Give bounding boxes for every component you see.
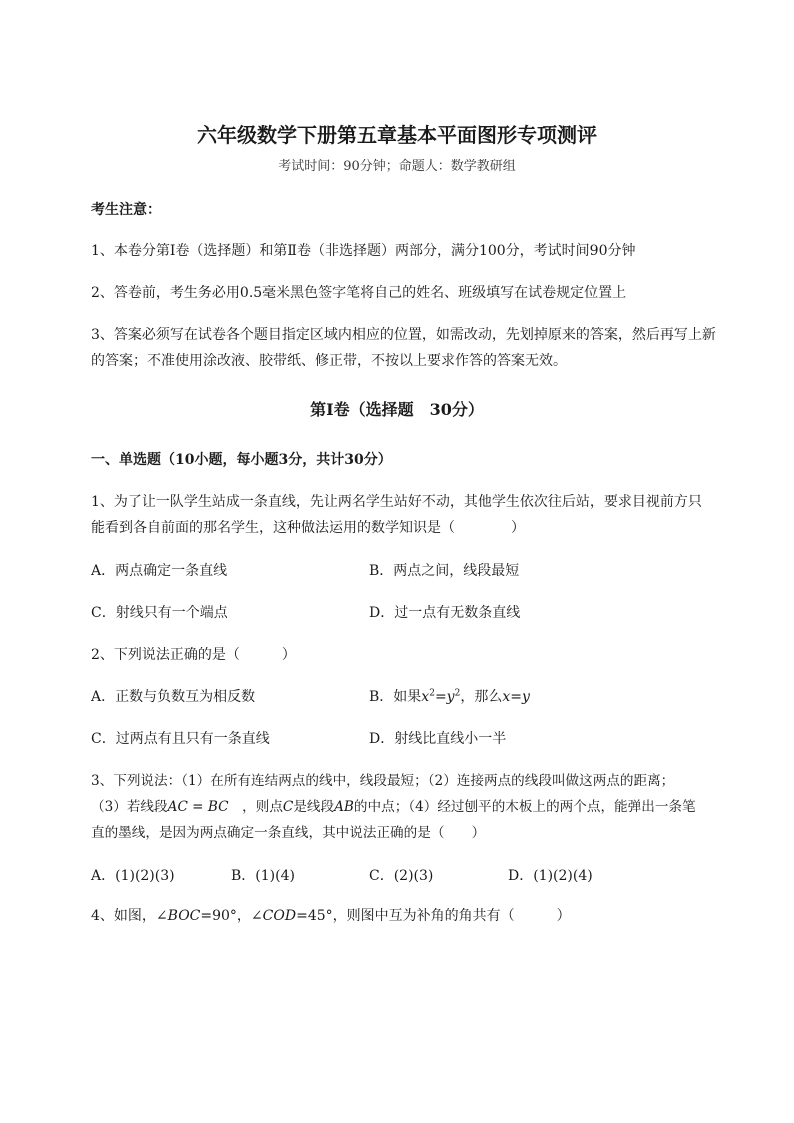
question-stem: 1、为了让一队学生站成一条直线，先让两名学生站好不动，其他学生依次往后站，要求目视前方只	[91, 494, 702, 510]
math-cod: COD	[262, 908, 297, 924]
math-ab: AB	[334, 799, 354, 815]
option-a: A．(1)(2)(3)	[91, 868, 175, 884]
page-subtitle: 考试时间：90分钟；命题人：数学教研组	[278, 159, 516, 174]
math-exponent: 2	[429, 688, 435, 699]
question-stem: 2、下列说法正确的是（ ）	[91, 647, 296, 663]
page-title: 六年级数学下册第五章基本平面图形专项测评	[197, 123, 597, 147]
option-b-mid: ，那么	[460, 689, 503, 705]
question-stem: 直的墨线，是因为两点确定一条直线，其中说法正确的是（ ）	[91, 825, 486, 841]
notice-item: 2、答卷前，考生务必用0.5毫米黑色签字笔将自己的姓名、班级填写在试卷规定位置上	[91, 285, 627, 301]
math-exponent: 2	[454, 688, 461, 699]
math-ac: AC	[167, 799, 188, 815]
option-b: B．两点之间，线段最短	[369, 563, 520, 579]
math-x: x	[502, 689, 511, 705]
notice-heading: 考生注意：	[91, 202, 161, 218]
question-stem	[91, 797, 696, 817]
option-a: A．正数与负数互为相反数	[91, 689, 256, 705]
option-d: D．(1)(2)(4)	[508, 868, 593, 884]
math-y: y	[521, 689, 530, 705]
option-c: C．过两点有且只有一条直线	[91, 731, 270, 747]
math-equals: =	[434, 689, 447, 705]
math-boc: BOC	[167, 908, 201, 924]
option-b: B．(1)(4)	[231, 868, 295, 884]
math-equals: =	[187, 799, 208, 815]
question-stem: 能看到各自前面的那名学生，这种做法运用的数学知识是（ ）	[91, 520, 525, 536]
math-equals: =	[510, 689, 522, 705]
stem-text: 是线段	[293, 799, 335, 815]
math-bc: BC	[207, 799, 229, 815]
stem-text: 4、如图，∠	[91, 908, 168, 924]
math-x: x	[421, 689, 430, 705]
stem-text: 的中点；（4）经过刨平的木板上的两个点，能弹出一条笔	[353, 799, 696, 815]
notice-item: 3、答案必须写在试卷各个题目指定区域内相应的位置，如需改动，先划掉原来的答案，然后再写上新	[91, 327, 716, 343]
option-d: D．过一点有无数条直线	[369, 605, 521, 621]
option-b	[369, 687, 530, 707]
question-stem	[91, 906, 571, 926]
section-title: 第I卷（选择题 30分）	[310, 400, 484, 419]
math-c: C	[282, 799, 294, 815]
stem-text: （3）若线段	[91, 799, 168, 815]
notice-item: 1、本卷分第I卷（选择题）和第Ⅱ卷（非选择题）两部分，满分100分，考试时间90分钟	[91, 243, 636, 259]
math-y: y	[446, 689, 455, 705]
stem-text: ，则点	[228, 799, 283, 815]
question-stem: 3、下列说法：（1）在所有连结两点的线中，线段最短；（2）连接两点的线段叫做这两点的距离；	[91, 773, 675, 789]
notice-item: 的答案；不准使用涂改液、胶带纸、修正带，不按以上要求作答的答案无效。	[91, 353, 567, 369]
option-c: C．射线只有一个端点	[91, 605, 228, 621]
option-d: D．射线比直线小一半	[369, 731, 507, 747]
stem-text: =45°，则图中互为补角的角共有（ ）	[296, 908, 571, 924]
option-b-prefix: B．如果	[369, 689, 422, 705]
option-c: C．(2)(3)	[369, 868, 434, 884]
stem-text: =90°，∠	[200, 908, 263, 924]
option-a: A．两点确定一条直线	[91, 563, 228, 579]
part-heading: 一、单选题（10小题，每小题3分，共计30分）	[91, 452, 392, 468]
